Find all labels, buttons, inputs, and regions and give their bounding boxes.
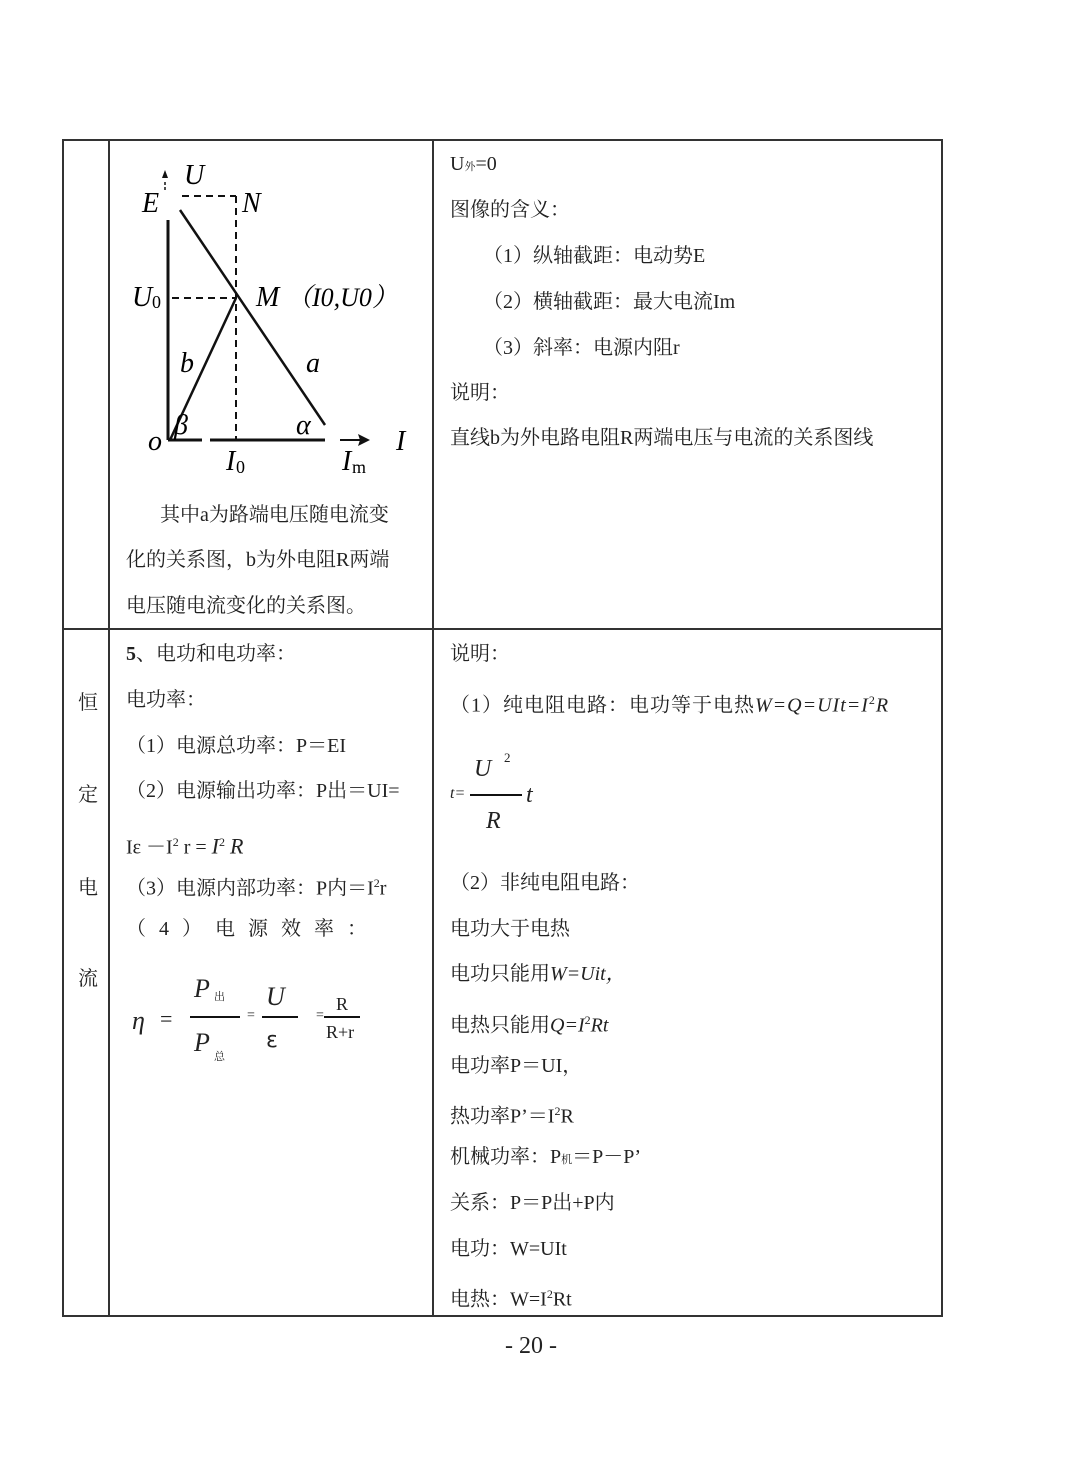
meaning-item-1: （1）纵轴截距：电动势E [483,245,706,267]
nonpure-line-1: 电功大于电热 [450,918,570,940]
power-item-2-cont: $I\varepsilon -I^2$ $r = I^2$ R [126,833,244,859]
efficiency-formula: η = P 出 P 总 = U ε = R R+r [126,970,426,1070]
u-out-zero: U外=0 [450,153,497,175]
note-title: 说明： [450,382,510,404]
power-item-4: （ 4 ） 电 源 效 率 ： [126,918,367,940]
svg-text:U: U [184,160,205,191]
svg-text:（I0,U0）: （I0,U0） [286,283,398,312]
category-char-2: 定 [78,784,98,806]
svg-text:N: N [242,188,261,219]
power-item-3: （3）电源内部功率：P内$=I^2r$ [126,876,387,900]
nonpure-line-8: 电功：W=UIt [450,1238,567,1260]
table-border-bottom [62,1315,943,1317]
svg-text:M: M [256,282,280,313]
table-border-left [62,139,64,1317]
nonpure-line-4: 电功率P＝UI， [450,1055,583,1077]
svg-text:0: 0 [152,292,161,312]
category-char-4: 流 [78,968,98,990]
nonpure-line-2: 电功只能用W=Uit， [450,963,626,985]
nonpure-line-7: 关系：P＝P出+P内 [450,1192,615,1214]
nonpure-line-5: 热功率$P’=I^2R$ [450,1104,574,1128]
section-title: 5、电功和电功率： [126,643,296,665]
nonpure-line-9: 电热：$W=I^2Rt$ [450,1287,572,1311]
svg-text:o: o [148,426,162,457]
pure-resistor-fraction: t= U 2 R t [450,750,533,834]
nonpure-line-6: 机械功率：P机＝P－P’ [450,1146,642,1168]
svg-text:U: U [132,282,153,313]
ui-graph [110,140,432,480]
note-text: 直线b为外电路电阻R两端电压与电流的关系图线 [450,427,874,449]
graph-caption-line-2: 化的关系图，b为外电阻R两端 [126,549,390,571]
nonpure-title: （2）非纯电阻电路： [450,872,640,894]
svg-text:I: I [342,446,352,477]
power-item-1: （1）电源总功率：P＝EI [126,735,346,757]
table-border-right [941,139,943,1317]
svg-text:α: α [296,410,311,441]
svg-text:E: E [142,188,160,219]
ui-graph-svg [110,140,432,480]
meaning-item-2: （2）横轴截距：最大电流Im [483,291,736,313]
svg-text:b: b [180,348,194,379]
power-item-2: （2）电源输出功率：P出＝UI= [126,780,400,802]
category-char-1: 恒 [78,692,98,714]
svg-text:0: 0 [236,457,245,477]
table-col-divider-2 [432,139,434,1317]
graph-caption-line-3: 电压随电流变化的关系图。 [126,595,366,617]
svg-text:m: m [352,457,367,477]
graph-caption-line-1: 其中a为路端电压随电流变 [160,504,389,526]
meaning-title: 图像的含义： [450,199,570,221]
svg-text:I: I [396,426,406,457]
meaning-item-3: （3）斜率：电源内阻r [483,337,680,359]
nonpure-line-3: 电热只能用$Q=I^2Rt$ [450,1013,609,1037]
table-border-mid [62,628,943,630]
row2-note-title: 说明： [450,643,510,665]
page-number: - 20 - [505,1333,557,1359]
category-char-3: 电 [78,877,98,899]
svg-text:β: β [174,410,188,441]
pure-resistor-line: （1）纯电阻电路：电功等于电热$W=Q=UIt=I^2R$ [450,693,890,717]
power-title: 电功率： [126,689,206,711]
svg-text:I: I [226,446,236,477]
svg-text:a: a [306,348,320,379]
